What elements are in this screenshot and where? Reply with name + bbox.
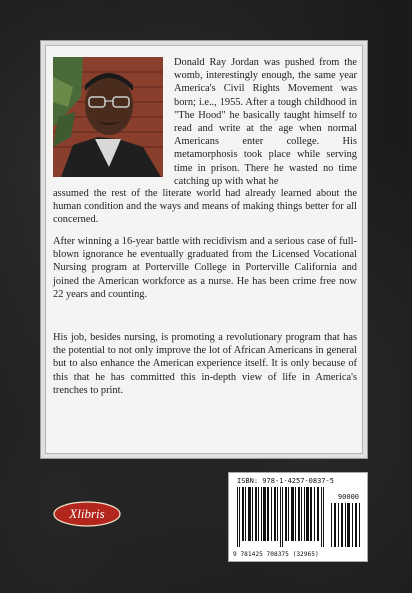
price-code: 90000: [337, 493, 359, 501]
author-photo: [53, 57, 163, 177]
barcode-box: [228, 472, 368, 562]
price-barcode-bars: [331, 503, 361, 547]
bio-paragraph-3: His job, besides nursing, is promoting a revolutionary program that has the potential to not only improve the lot of African Americans in general but to also enhance the American experience itself. It is only because of this that he has committed this in-depth view of life in America's trenches to print.: [53, 332, 357, 396]
barcode-digits: 9 781425 708375 (32965): [233, 551, 319, 558]
xlibris-logo-text: Xlibris: [69, 506, 105, 521]
bio-paragraph-2: After winning a 16-year battle with recidivism and a serious case of full-blown ignorance he eventually graduated from the Licensed Vocational Nursing program at Porterville College in Porterville California and joined the American workforce as a nurse. He has been crime free now 22 years and counting.: [53, 236, 357, 300]
bio-panel: [40, 40, 368, 459]
isbn-text: ISBN: 978-1-4257-0837-5: [237, 477, 334, 485]
barcode-bars: [237, 487, 325, 547]
bio-paragraph-1-continued: assumed the rest of the literate world had already learned about the human condition and the ways and means of making things better for all concerned.: [53, 188, 357, 226]
xlibris-logo: [52, 499, 122, 529]
bio-paragraph-1: Donald Ray Jordan was pushed from the womb, interestingly enough, the same year America's Civil Rights Movement was born; i.e.., 1955. After a tough childhood in "The Hood" he basically taught himself to read and write at the age when normal Americans enter college. His metamorphosis took place while serving time in prison. There he wasted no time catching up with what he: [174, 57, 357, 187]
